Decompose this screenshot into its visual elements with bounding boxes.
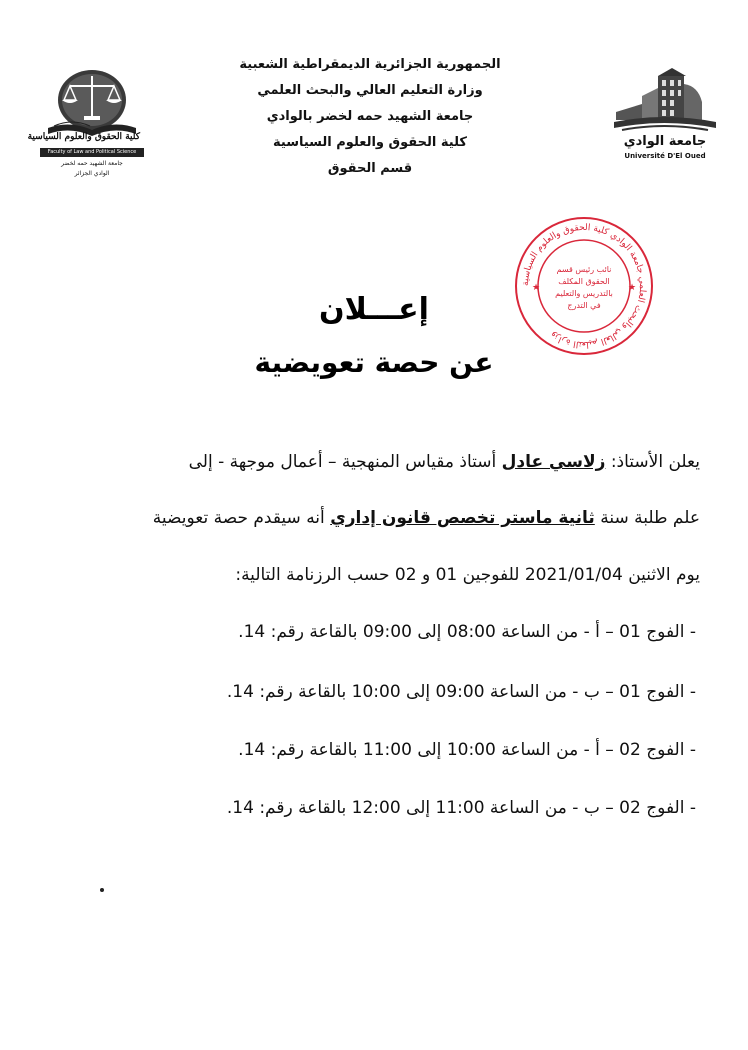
university-logo-arabic: جامعة الوادي xyxy=(623,134,707,149)
stray-dot xyxy=(100,888,104,892)
announcement-title: إعـــلان xyxy=(319,292,429,327)
stamp-center-4: في التدرج xyxy=(567,301,601,310)
header-department: قسم الحقوق xyxy=(327,161,413,176)
body-students: علم طلبة سنة xyxy=(600,508,700,528)
faculty-logo-university: جامعة الشهيد حمه لخضر xyxy=(61,160,123,167)
body-session: أنه سيقدم حصة تعويضية xyxy=(152,508,325,528)
schedule-item: - الفوج 02 – ب - من الساعة 11:00 إلى 12:00 بالقاعة رقم: 14. xyxy=(226,798,696,818)
body-line-3: يوم الاثنين 2021/01/04 للفوجين 01 و 02 حسب الرزنامة التالية: xyxy=(235,565,700,585)
stamp-seal-icon xyxy=(512,214,656,358)
stamp-star-right: ★ xyxy=(628,283,637,293)
schedule-item: - الفوج 01 – ب - من الساعة 09:00 إلى 10:00 بالقاعة رقم: 14. xyxy=(226,682,696,702)
announcement-subtitle: عن حصة تعويضية xyxy=(254,346,494,379)
header-ministry: وزارة التعليم العالي والبحث العلمي xyxy=(257,83,483,98)
professor-name: زلاسي عادل xyxy=(501,452,606,472)
program-name: ثانية ماستر تخصص قانون إداري xyxy=(330,508,595,528)
university-logo-french: Université D'El Oued xyxy=(624,152,706,160)
stamp-center-3: بالتدريس والتعليم xyxy=(555,289,613,298)
stamp-center-2: الحقوق المكلف xyxy=(558,277,610,286)
faculty-logo-english: Faculty of Law and Political Science xyxy=(40,148,144,157)
schedule-item: - الفوج 02 – أ - من الساعة 10:00 إلى 11:00 بالقاعة رقم: 14. xyxy=(238,740,696,760)
body-line-2 xyxy=(60,508,700,528)
faculty-logo-location: الوادي الجزائر xyxy=(74,170,110,177)
body-intro: يعلن الأستاذ: xyxy=(610,452,700,472)
header-republic: الجمهورية الجزائرية الديمقراطية الشعبية xyxy=(239,57,501,72)
faculty-logo-arabic: كلية الحقوق والعلوم السياسية xyxy=(27,132,140,142)
header-university: جامعة الشهيد حمه لخضر بالوادي xyxy=(266,109,474,124)
header-block xyxy=(190,52,550,182)
stamp-center-1: نائب رئيس قسم xyxy=(556,265,612,274)
schedule-item: - الفوج 01 – أ - من الساعة 08:00 إلى 09:00 بالقاعة رقم: 14. xyxy=(238,622,696,642)
official-stamp xyxy=(512,214,656,358)
body-course: أستاذ مقياس المنهجية – أعمال موجهة - إلى xyxy=(188,452,497,472)
stamp-ring-text: وزارة التعليم العالي والبحث العلمي جامعة الوادي كلية الحقوق والعلوم السياسية xyxy=(520,222,648,350)
header-faculty: كلية الحقوق والعلوم السياسية xyxy=(273,135,467,150)
faculty-logo xyxy=(27,64,144,182)
stamp-star-left: ★ xyxy=(532,283,541,293)
body-line-1 xyxy=(60,452,700,472)
university-logo xyxy=(612,66,718,174)
